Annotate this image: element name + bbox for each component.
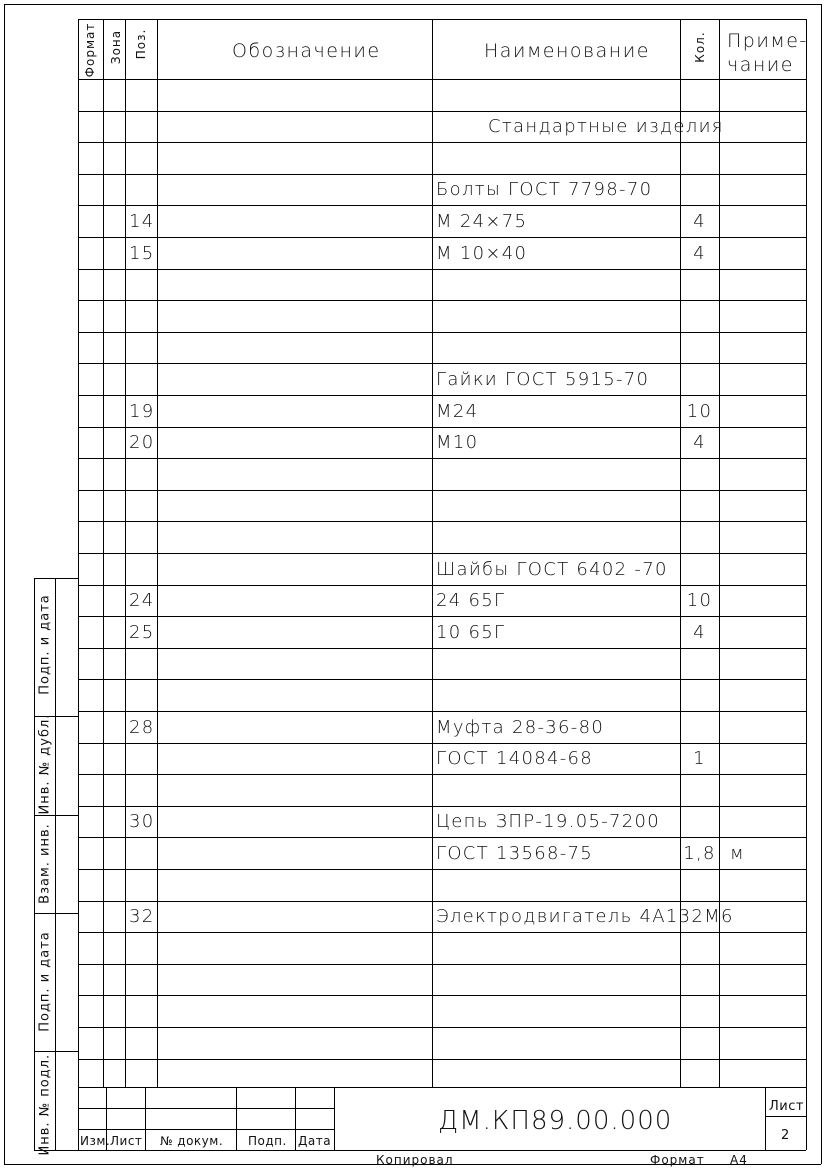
side-stamp-inner-line [55, 578, 56, 1150]
row-qty: 4 [693, 432, 706, 453]
row-divider [78, 837, 806, 838]
tb-sheet-divider [765, 1116, 806, 1117]
row-name: 24 65Г [436, 590, 506, 611]
row-name: Муфта 28-36-80 [436, 717, 605, 738]
row-pos: 20 [129, 432, 155, 453]
row-divider [78, 869, 806, 870]
header-note-line2: чание [727, 54, 794, 76]
header-format: Формат [83, 22, 97, 78]
row-qty: 4 [693, 211, 706, 232]
outer-frame-top [4, 4, 821, 5]
footer-format-label: Формат [650, 1153, 705, 1167]
side-label-podp-data-top: Подп. и дата [37, 594, 53, 695]
footer-copied: Копировал [376, 1153, 454, 1167]
side-stamp-outer-left [34, 578, 35, 1150]
row-divider [78, 427, 806, 428]
row-divider [78, 711, 806, 712]
row-divider [78, 1027, 806, 1028]
header-designation: Обозначение [232, 40, 381, 62]
row-divider [78, 490, 806, 491]
row-divider [78, 111, 806, 112]
row-qty: 10 [686, 590, 713, 611]
row-name: Стандартные изделия [488, 116, 724, 137]
sheet-label: Лист [769, 1099, 804, 1114]
row-qty: 10 [686, 401, 713, 422]
tb-label-izm: Изм. [80, 1134, 111, 1148]
row-divider [78, 553, 806, 554]
inner-frame-right [806, 19, 807, 1150]
row-pos: 32 [129, 906, 155, 927]
row-divider [78, 774, 806, 775]
sheet-number: 2 [781, 1128, 790, 1143]
tb-col-sheet [765, 1087, 766, 1150]
footer-format-value: А4 [730, 1153, 748, 1167]
row-qty: 1 [693, 748, 706, 769]
row-divider [78, 995, 806, 996]
row-divider [78, 205, 806, 206]
tb-col-podp [295, 1087, 296, 1150]
row-divider [78, 79, 806, 80]
side-label-inv-podl: Инв. № подл. [37, 1053, 53, 1156]
row-divider [78, 806, 806, 807]
row-divider [78, 1059, 806, 1060]
header-name: Наименование [484, 40, 650, 62]
side-label-podp-data-bottom: Подп. и дата [37, 931, 53, 1032]
row-divider [78, 616, 806, 617]
row-divider [78, 237, 806, 238]
row-divider [78, 174, 806, 175]
row-name: ГОСТ 14084-68 [436, 748, 594, 769]
row-divider [78, 679, 806, 680]
row-divider [78, 585, 806, 586]
header-qty: Кол. [693, 31, 707, 63]
row-note: м [730, 843, 745, 864]
tb-col-list [145, 1087, 146, 1150]
outer-frame-right [821, 4, 822, 1164]
row-divider [78, 300, 806, 301]
row-name: Электродвигатель 4А132М6 [436, 906, 734, 927]
row-divider [78, 521, 806, 522]
inner-frame-bottom [34, 1150, 806, 1151]
document-code: ДМ.КП89.00.000 [438, 1106, 673, 1136]
row-pos: 25 [129, 622, 155, 643]
tb-label-list: Лист [110, 1134, 143, 1148]
row-pos: 30 [129, 811, 155, 832]
row-qty: 1,8 [683, 843, 716, 864]
row-divider [78, 901, 806, 902]
row-pos: 28 [129, 717, 155, 738]
header-zone: Зона [109, 29, 123, 65]
row-divider [78, 269, 806, 270]
row-name: Болты ГОСТ 7798-70 [436, 179, 653, 200]
row-divider [78, 932, 806, 933]
row-divider [78, 743, 806, 744]
row-name: М 10×40 [436, 243, 528, 264]
row-name: ГОСТ 13568-75 [436, 843, 594, 864]
row-name: 10 65Г [436, 622, 506, 643]
tb-label-ndokum: № докум. [160, 1134, 224, 1148]
outer-frame-left [4, 4, 5, 1164]
row-name: М24 [436, 401, 479, 422]
row-name: Шайбы ГОСТ 6402 -70 [436, 559, 668, 580]
row-qty: 4 [693, 243, 706, 264]
row-pos: 24 [129, 590, 155, 611]
header-pos: Поз. [134, 28, 148, 60]
title-block-top [78, 1087, 806, 1088]
row-divider [78, 332, 806, 333]
header-note-line1: Приме- [727, 30, 808, 52]
row-name: Гайки ГОСТ 5915-70 [436, 369, 650, 390]
row-divider [78, 648, 806, 649]
row-divider [78, 142, 806, 143]
row-divider [78, 458, 806, 459]
row-pos: 14 [129, 211, 155, 232]
row-divider [78, 395, 806, 396]
row-name: М 24×75 [436, 211, 528, 232]
row-pos: 15 [129, 243, 155, 264]
row-qty: 4 [693, 622, 706, 643]
tb-label-data: Дата [298, 1134, 332, 1148]
side-label-inv-dubl: Инв. № дубл. [37, 713, 53, 815]
tb-label-podp: Подп. [248, 1134, 287, 1148]
row-name: М10 [436, 432, 479, 453]
tb-col-ndokum [236, 1087, 237, 1150]
row-divider [78, 363, 806, 364]
side-label-vzam-inv: Взам. инв. [37, 823, 53, 904]
row-divider [78, 964, 806, 965]
row-pos: 19 [129, 401, 155, 422]
row-name: Цепь ЗПР-19.05-7200 [436, 811, 661, 832]
tb-col-data [334, 1087, 335, 1150]
